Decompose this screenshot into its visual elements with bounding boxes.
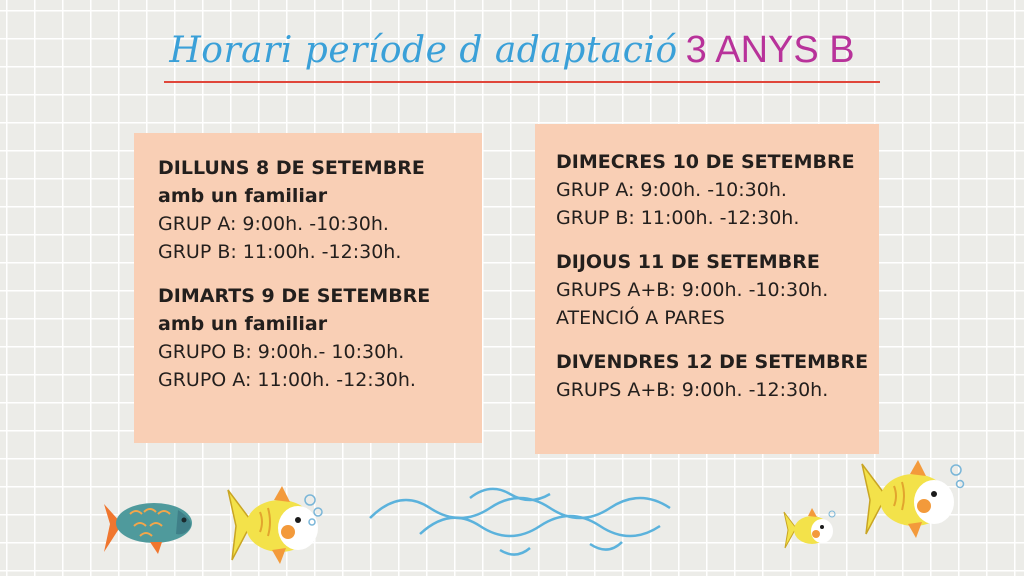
title-accent-text: 3 ANYS B: [685, 29, 855, 71]
wave-doodle-icon: [360, 478, 740, 568]
title-script-text: Horari període d adaptació: [169, 30, 678, 71]
day-block-thursday: [556, 248, 879, 332]
day-subheading: amb un familiar: [158, 313, 328, 335]
day-heading: DIMARTS 9 DE SETEMBRE: [158, 285, 431, 307]
day-block-tuesday: [158, 282, 482, 394]
attention-note: ATENCIÓ A PARES: [556, 307, 725, 329]
bubbles-icon: [300, 490, 330, 530]
group-time-line: GRUPS A+B: 9:00h. -10:30h.: [556, 279, 829, 301]
group-time-line: GRUP A: 9:00h. -10:30h.: [556, 179, 787, 201]
day-heading: DIMECRES 10 DE SETEMBRE: [556, 151, 855, 173]
day-heading: DILLUNS 8 DE SETEMBRE: [158, 157, 425, 179]
group-time-line: GRUP B: 11:00h. -12:30h.: [556, 207, 800, 229]
group-time-line: GRUP A: 9:00h. -10:30h.: [158, 213, 389, 235]
yellow-fish-icon: [856, 456, 966, 546]
day-block-wednesday: [556, 148, 879, 232]
yellow-fish-icon: [782, 506, 838, 554]
schedule-card-left: [134, 133, 482, 443]
group-time-line: GRUPS A+B: 9:00h. -12:30h.: [556, 379, 829, 401]
day-subheading: amb un familiar: [158, 185, 328, 207]
day-block-monday: [158, 154, 482, 266]
day-heading: DIJOUS 11 DE SETEMBRE: [556, 251, 820, 273]
schedule-card-right: [535, 124, 879, 454]
group-time-line: GRUPO B: 9:00h.- 10:30h.: [158, 341, 405, 363]
group-time-line: GRUPO A: 11:00h. -12:30h.: [158, 369, 416, 391]
title-underline: [164, 81, 880, 83]
group-time-line: GRUP B: 11:00h. -12:30h.: [158, 241, 402, 263]
day-block-friday: [556, 348, 879, 404]
teal-fish-icon: [100, 490, 200, 560]
page-title: [0, 28, 1024, 73]
day-heading: DIVENDRES 12 DE SETEMBRE: [556, 351, 869, 373]
